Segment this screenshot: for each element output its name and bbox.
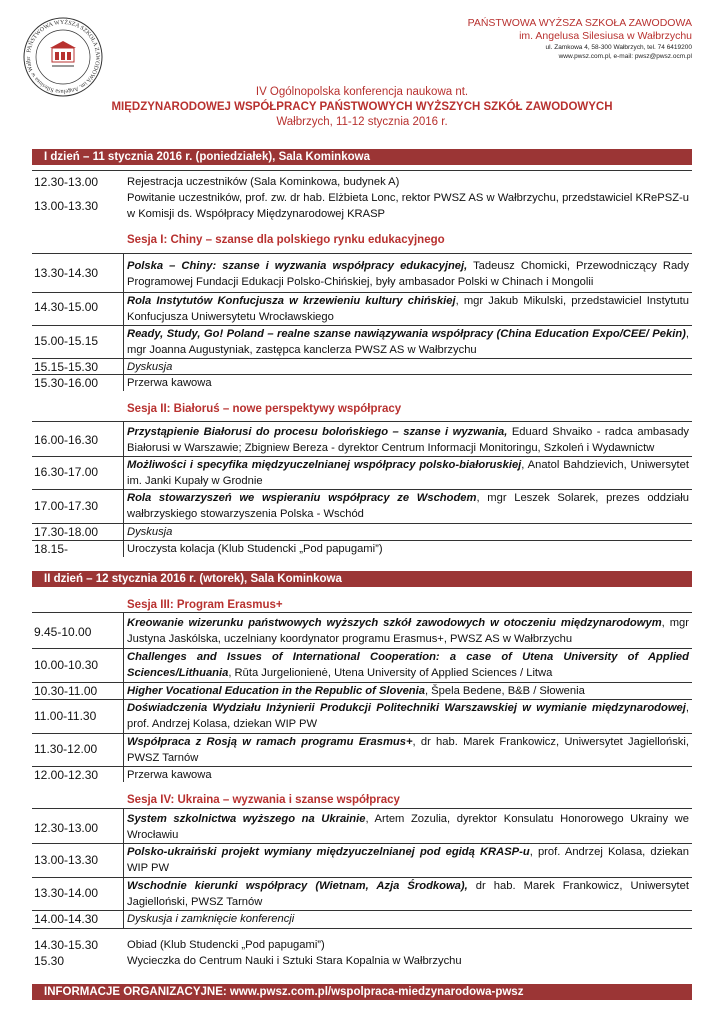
- talk-speaker: , prof. Andrzej Kolasa, dziekan WIP PW: [127, 702, 689, 730]
- schedule-item: Dyskusja: [127, 526, 173, 538]
- talk-speaker: Tadeusz Chomicki, Przewodniczący Rady Programowej Fundacji Edukacji Polsko-Chińskiej, były ambasador Polski w Chinach i Mongolii: [127, 260, 689, 288]
- schedule-item: [127, 424, 689, 456]
- session-3-title: Sesja III: Program Erasmus+: [127, 599, 283, 611]
- institution-web: www.pwsz.com.pl, e-mail: pwsz@pwsz.ocm.pl: [558, 53, 692, 60]
- talk-title: Polska – Chiny: szanse i wyzwania współpracy edukacyjnej,: [127, 260, 468, 272]
- schedule-time: 13.30-14.00: [34, 886, 99, 900]
- talk-title: Doświadczenia Wydziału Inżynierii Produkcji Politechniki Warszawskiej w wymianie międzynarodowej: [127, 702, 686, 714]
- schedule-time: 10.30-11.00: [34, 684, 98, 698]
- schedule-item: Dyskusja i zamknięcie konferencji: [127, 913, 295, 925]
- talk-speaker: , mgr Joanna Augustyniak, zastępca kanclerza PWSZ AS w Wałbrzychu: [127, 328, 689, 356]
- divider: [32, 170, 692, 171]
- schedule-item: Dyskusja: [127, 361, 173, 373]
- talk-title: Higher Vocational Education in the Republic of Slovenia: [127, 685, 425, 697]
- schedule-item: [127, 326, 689, 358]
- institution-name: PAŃSTWOWA WYŻSZA SZKOŁA ZAWODOWA: [467, 17, 692, 29]
- svg-text:PAŃSTWOWA WYŻSZA SZKOŁA ZAWODO: PAŃSTWOWA WYŻSZA SZKOŁA ZAWODOWA im. Angelusa Silesiusa w Wałbr: [25, 19, 101, 95]
- title-line-3: Wałbrzych, 11-12 stycznia 2016 r.: [276, 116, 448, 128]
- talk-speaker: dr hab. Marek Frankowicz, Uniwersytet Jagielloński, PWSZ Tarnów: [127, 880, 689, 908]
- session-2-title: Sesja II: Białoruś – nowe perspektywy współpracy: [127, 403, 402, 415]
- talk-speaker: , mgr Leszek Solarek, prezes oddziału wałbrzyskiego stowarzyszenia Polska - Wschód: [127, 492, 689, 520]
- schedule-item: Wycieczka do Centrum Nauki i Sztuki Stara Kopalnia w Wałbrzychu: [127, 955, 462, 967]
- schedule-time: 10.00-10.30: [34, 658, 99, 672]
- column-divider: [123, 253, 124, 391]
- talk-title: Ready, Study, Go! Poland – realne szanse nawiązywania współpracy (China Education Expo/CEE/ Pekin): [127, 328, 686, 340]
- schedule-item: [127, 490, 689, 522]
- schedule-time: 17.30-18.00: [34, 525, 99, 539]
- schedule-time: 11.30-12.00: [34, 742, 98, 756]
- schedule-time: 9.45-10.00: [34, 625, 92, 639]
- talk-title: Polsko-ukraiński projekt wymiany międzyuczelnianej pod egidą KRASP-u: [127, 846, 530, 858]
- talk-title: System szkolnictwa wyższego na Ukrainie: [127, 813, 366, 825]
- schedule-item: [127, 878, 689, 910]
- conference-title: [0, 85, 724, 130]
- talk-title: Możliwości i specyfika międzyuczelnianej współpracy polsko-białoruskiej: [127, 459, 522, 471]
- day1-header-bar: I dzień – 11 stycznia 2016 r. (poniedziałek), Sala Kominkowa: [32, 149, 692, 165]
- schedule-item: [127, 615, 689, 647]
- session-1-title: [127, 232, 445, 248]
- schedule-time: 14.30-15.30: [34, 938, 99, 952]
- schedule-item: [127, 293, 689, 325]
- schedule-item: Obiad (Klub Studencki „Pod papugami”): [127, 939, 325, 951]
- schedule-item: [127, 457, 689, 489]
- talk-title: Rola stowarzyszeń we wspieraniu współpracy ze Wschodem: [127, 492, 477, 504]
- talk-speaker: , dr hab. Marek Frankowicz, Uniwersytet Jagielloński, PWSZ Tarnów: [127, 736, 689, 764]
- schedule-time: 12.00-12.30: [34, 768, 99, 782]
- talk-speaker: , mgr Justyna Jaskólska, uczelniany koordynator programu Erasmus+, PWSZ AS w Wałbrzychu: [127, 617, 689, 645]
- talk-title: Wschodnie kierunki współpracy (Wietnam, Azja Środkowa),: [127, 880, 468, 892]
- talk-speaker: , prof. Andrzej Kolasa, dziekan WIP PW: [127, 846, 689, 874]
- divider: [32, 928, 692, 929]
- schedule-item: [127, 734, 689, 766]
- schedule-time: 15.30-16.00: [34, 376, 99, 390]
- schedule-item: [127, 683, 689, 699]
- institution-info: [468, 17, 692, 61]
- schedule-time: 15.00-15.15: [34, 334, 99, 348]
- session-4-title: Sesja IV: Ukraina – wyzwania i szanse współpracy: [127, 794, 400, 806]
- schedule-item: Przerwa kawowa: [127, 769, 212, 781]
- schedule-item: Uroczysta kolacja (Klub Studencki „Pod papugami”): [127, 543, 383, 555]
- schedule-time: 11.00-11.30: [34, 709, 97, 723]
- divider: [32, 612, 692, 613]
- schedule-time: 16.30-17.00: [34, 465, 99, 479]
- title-line-1: IV Ogólnopolska konferencja naukowa nt.: [255, 86, 469, 98]
- session-1-prefix: Sesja I: [127, 234, 164, 246]
- schedule-time: 18.15-: [34, 542, 69, 556]
- institution-address: ul. Zamkowa 4, 58-300 Wałbrzych, tel. 74 6419200: [545, 44, 692, 51]
- schedule-item: [127, 844, 689, 876]
- talk-title: Przystąpienie Białorusi do procesu bolońskiego – szanse i wyzwania,: [127, 426, 508, 438]
- schedule-time: 13.30-14.30: [34, 266, 99, 280]
- schedule-time: 14.00-14.30: [34, 912, 99, 926]
- schedule-time: 12.30-13.00: [34, 821, 99, 835]
- schedule-time: 15.30: [34, 954, 65, 968]
- institution-subtitle: im. Angelusa Silesiusa w Wałbrzychu: [519, 30, 692, 42]
- talk-speaker: , Špela Bedene, B&B / Słowenia: [424, 685, 585, 697]
- talk-title: Współpraca z Rosją w ramach programu Erasmus+: [127, 736, 413, 748]
- schedule-time: 13.00-13.30: [34, 853, 99, 867]
- schedule-item: [127, 649, 689, 681]
- schedule-item: Powitanie uczestników, prof. zw. dr hab. Elżbieta Lonc, rektor PWSZ AS w Wałbrzychu, przedstawiciel KRePSZ-u w Komisji ds. Współpracy Międzynarodowej KRASP: [127, 192, 689, 220]
- talk-title: Rola Instytutów Konfucjusza w krzewieniu kultury chińskiej: [127, 295, 456, 307]
- divider: [32, 421, 692, 422]
- talk-speaker: Eduard Shvaiko - radca ambasady Białorusi w Warszawie; Zbigniew Bereza - dyrektor Centrum Informacji Monitoringu, Szkoleń i Wydawnictw: [127, 426, 690, 454]
- session-1-rest: : Chiny – szanse dla polskiego rynku edukacyjnego: [163, 234, 445, 246]
- title-line-2: MIĘDZYNARODOWEJ WSPÓŁPRACY PAŃSTWOWYCH WYŻSZYCH SZKÓŁ ZAWODOWYCH: [111, 101, 613, 113]
- footer-info-bar: INFORMACJE ORGANIZACYJNE: www.pwsz.com.pl/wspolpraca-miedzynarodowa-pwsz: [32, 984, 692, 1000]
- talk-speaker: , mgr Jakub Mikulski, przedstawiciel Instytutu Konfucjusza Uniwersytetu Wrocławskiego: [127, 295, 689, 323]
- divider: [32, 253, 692, 254]
- schedule-item: [127, 258, 689, 290]
- schedule-item: [127, 811, 689, 843]
- talk-speaker: , Rūta Jurgelionienė, Utena University of Applied Sciences / Litwa: [228, 667, 553, 679]
- talk-speaker: , Artem Zozulia, dyrektor Konsulatu Honorowego Ukrainy we Wrocławiu: [127, 813, 689, 841]
- talk-speaker: , Anatol Bahdzievich, Uniwersytet im. Janki Kupały w Grodnie: [127, 459, 689, 487]
- schedule-item: [127, 700, 689, 732]
- schedule-time: 13.00-13.30: [34, 199, 99, 213]
- schedule-time: 17.00-17.30: [34, 499, 99, 513]
- schedule-time: 15.15-15.30: [34, 360, 99, 374]
- day2-header-bar: II dzień – 12 stycznia 2016 r. (wtorek), Sala Kominkowa: [32, 571, 692, 587]
- column-divider: [123, 612, 124, 782]
- schedule-time: 16.00-16.30: [34, 433, 99, 447]
- talk-title: Kreowanie wizerunku państwowych wyższych szkół zawodowych w otoczeniu międzynarodowym: [127, 617, 662, 629]
- talk-title: Challenges and Issues of International Cooperation: a case of Utena University of Applied Sciences/Lithuania: [127, 651, 689, 679]
- divider: [32, 808, 692, 809]
- schedule-item: Przerwa kawowa: [127, 377, 212, 389]
- schedule-time: 12.30-13.00: [34, 175, 99, 189]
- schedule-item: Rejestracja uczestników (Sala Kominkowa, budynek A): [127, 176, 400, 188]
- schedule-time: 14.30-15.00: [34, 300, 99, 314]
